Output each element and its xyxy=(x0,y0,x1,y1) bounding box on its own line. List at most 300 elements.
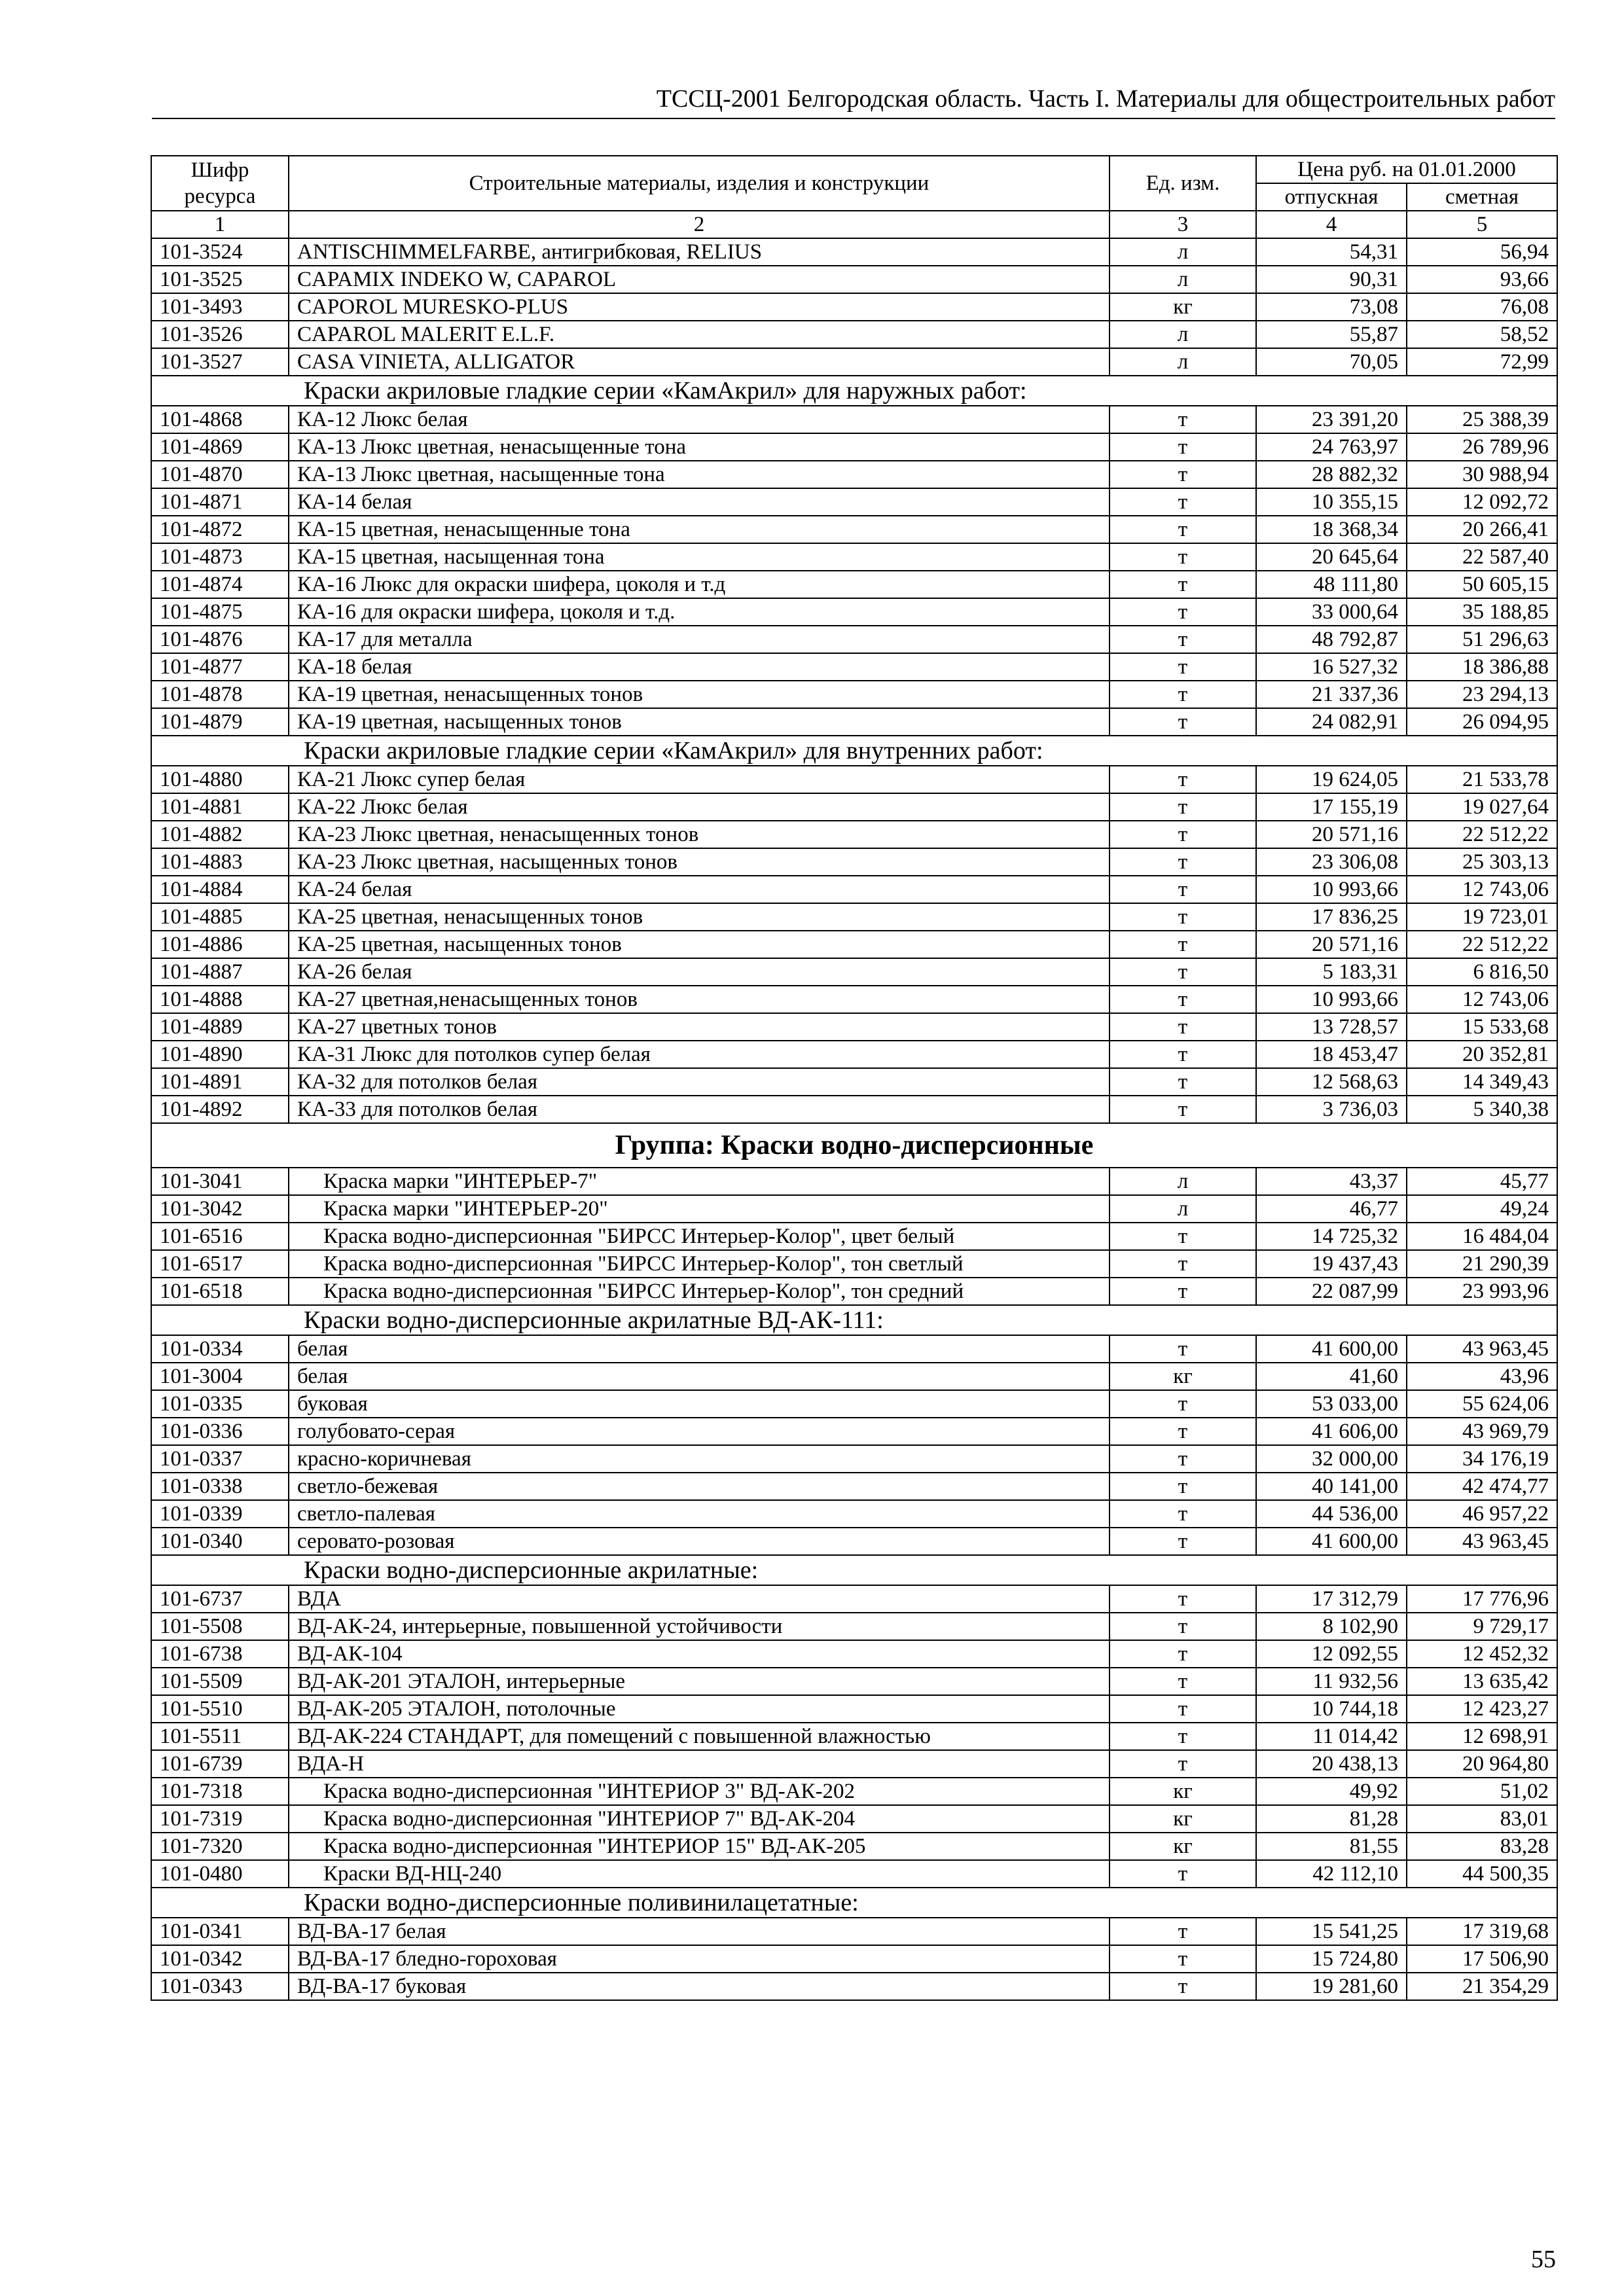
resource-code: 101-3527 xyxy=(151,348,289,376)
estimate-price: 16 484,04 xyxy=(1407,1223,1557,1250)
estimate-price: 12 092,72 xyxy=(1407,488,1557,516)
unit-of-measure: л xyxy=(1110,238,1256,266)
resource-code: 101-5511 xyxy=(151,1723,289,1750)
table-row xyxy=(151,793,1557,821)
release-price: 53 033,00 xyxy=(1256,1390,1407,1418)
release-price: 48 792,87 xyxy=(1256,626,1407,653)
table-row xyxy=(151,1528,1557,1555)
table-row xyxy=(151,1335,1557,1363)
table-row xyxy=(151,1068,1557,1096)
unit-of-measure: л xyxy=(1110,1168,1256,1195)
estimate-price: 35 188,85 xyxy=(1407,598,1557,626)
resource-code: 101-4891 xyxy=(151,1068,289,1096)
resource-code: 101-6517 xyxy=(151,1250,289,1278)
resource-code: 101-4887 xyxy=(151,958,289,986)
unit-of-measure: т xyxy=(1110,1068,1256,1096)
material-name: ВД-АК-104 xyxy=(289,1640,1110,1668)
material-name: КА-14 белая xyxy=(289,488,1110,516)
table-row xyxy=(151,1250,1557,1278)
estimate-price: 25 303,13 xyxy=(1407,848,1557,876)
page-header: ТССЦ-2001 Белгородская область. Часть I. Материалы для общестроительных работ xyxy=(656,85,1555,113)
estimate-price: 22 512,22 xyxy=(1407,821,1557,848)
estimate-price: 6 816,50 xyxy=(1407,958,1557,986)
release-price: 33 000,64 xyxy=(1256,598,1407,626)
unit-of-measure: т xyxy=(1110,876,1256,903)
material-name: КА-17 для металла xyxy=(289,626,1110,653)
table-row xyxy=(151,1973,1557,2000)
resource-code: 101-0480 xyxy=(151,1860,289,1888)
resource-code: 101-5508 xyxy=(151,1613,289,1640)
resource-code: 101-4874 xyxy=(151,571,289,598)
unit-of-measure: т xyxy=(1110,1585,1256,1613)
col-header-price: Цена руб. на 01.01.2000 xyxy=(1256,156,1557,183)
estimate-price: 46 957,22 xyxy=(1407,1500,1557,1528)
unit-of-measure: т xyxy=(1110,516,1256,543)
material-name: КА-15 цветная, насыщенная тона xyxy=(289,543,1110,571)
release-price: 15 541,25 xyxy=(1256,1918,1407,1945)
material-name: КА-27 цветных тонов xyxy=(289,1013,1110,1041)
unit-of-measure: т xyxy=(1110,1041,1256,1068)
unit-of-measure: т xyxy=(1110,1723,1256,1750)
estimate-price: 30 988,94 xyxy=(1407,461,1557,488)
unit-of-measure: т xyxy=(1110,1528,1256,1555)
estimate-price: 34 176,19 xyxy=(1407,1445,1557,1473)
material-name: Краска марки "ИНТЕРЬЕР-7" xyxy=(289,1168,1110,1195)
resource-code: 101-0340 xyxy=(151,1528,289,1555)
unit-of-measure: л xyxy=(1110,348,1256,376)
material-name: КА-32 для потолков белая xyxy=(289,1068,1110,1096)
unit-of-measure: кг xyxy=(1110,293,1256,321)
resource-code: 101-4876 xyxy=(151,626,289,653)
release-price: 11 014,42 xyxy=(1256,1723,1407,1750)
group-title: Группа: Краски водно-дисперсионные xyxy=(151,1123,1557,1168)
release-price: 13 728,57 xyxy=(1256,1013,1407,1041)
estimate-price: 12 698,91 xyxy=(1407,1723,1557,1750)
release-price: 22 087,99 xyxy=(1256,1278,1407,1305)
unit-of-measure: кг xyxy=(1110,1778,1256,1805)
material-name: КА-33 для потолков белая xyxy=(289,1096,1110,1123)
material-name: красно-коричневая xyxy=(289,1445,1110,1473)
estimate-price: 9 729,17 xyxy=(1407,1613,1557,1640)
unit-of-measure: т xyxy=(1110,1613,1256,1640)
resource-code: 101-3493 xyxy=(151,293,289,321)
material-name: КА-21 Люкс супер белая xyxy=(289,766,1110,793)
material-name: КА-19 цветная, насыщенных тонов xyxy=(289,708,1110,736)
resource-code: 101-4892 xyxy=(151,1096,289,1123)
unit-of-measure: т xyxy=(1110,653,1256,681)
estimate-price: 18 386,88 xyxy=(1407,653,1557,681)
resource-code: 101-4885 xyxy=(151,903,289,931)
material-name: ANTISCHIMMELFARBE, антигрибковая, RELIUS xyxy=(289,238,1110,266)
material-name: ВДА-Н xyxy=(289,1750,1110,1778)
subsection-title: Краски акриловые гладкие серии «КамАкрил» для наружных работ: xyxy=(151,376,1557,406)
release-price: 11 932,56 xyxy=(1256,1668,1407,1695)
material-name: Краски ВД-НЦ-240 xyxy=(289,1860,1110,1888)
release-price: 32 000,00 xyxy=(1256,1445,1407,1473)
material-name: ВД-АК-205 ЭТАЛОН, потолочные xyxy=(289,1695,1110,1723)
unit-of-measure: т xyxy=(1110,1640,1256,1668)
resource-code: 101-6737 xyxy=(151,1585,289,1613)
estimate-price: 51 296,63 xyxy=(1407,626,1557,653)
resource-code: 101-4881 xyxy=(151,793,289,821)
table-row xyxy=(151,1695,1557,1723)
material-name: CASA VINIETA, ALLIGATOR xyxy=(289,348,1110,376)
material-name: КА-23 Люкс цветная, насыщенных тонов xyxy=(289,848,1110,876)
release-price: 24 082,91 xyxy=(1256,708,1407,736)
table-row xyxy=(151,321,1557,348)
table-body xyxy=(151,238,1557,2000)
table-row xyxy=(151,931,1557,958)
material-name: ВДА xyxy=(289,1585,1110,1613)
resource-code: 101-0342 xyxy=(151,1945,289,1973)
resource-code: 101-4870 xyxy=(151,461,289,488)
resource-code: 101-3525 xyxy=(151,266,289,293)
table-row xyxy=(151,876,1557,903)
table-row xyxy=(151,1041,1557,1068)
estimate-price: 43 963,45 xyxy=(1407,1335,1557,1363)
table-row xyxy=(151,598,1557,626)
resource-code: 101-4889 xyxy=(151,1013,289,1041)
unit-of-measure: т xyxy=(1110,598,1256,626)
header-rule xyxy=(152,118,1555,119)
material-name: КА-16 для окраски шифера, цоколя и т.д. xyxy=(289,598,1110,626)
resource-code: 101-3041 xyxy=(151,1168,289,1195)
estimate-price: 17 776,96 xyxy=(1407,1585,1557,1613)
unit-of-measure: т xyxy=(1110,1223,1256,1250)
unit-of-measure: т xyxy=(1110,986,1256,1013)
unit-of-measure: т xyxy=(1110,766,1256,793)
release-price: 10 355,15 xyxy=(1256,488,1407,516)
estimate-price: 76,08 xyxy=(1407,293,1557,321)
table-row xyxy=(151,1390,1557,1418)
table-row xyxy=(151,766,1557,793)
col-number: 1 xyxy=(151,211,289,238)
resource-code: 101-6518 xyxy=(151,1278,289,1305)
subsection-title: Краски водно-дисперсионные поливинилацетатные: xyxy=(151,1888,1557,1918)
table-row xyxy=(151,1668,1557,1695)
resource-code: 101-0337 xyxy=(151,1445,289,1473)
unit-of-measure: т xyxy=(1110,1750,1256,1778)
estimate-price: 55 624,06 xyxy=(1407,1390,1557,1418)
unit-of-measure: т xyxy=(1110,488,1256,516)
table-row xyxy=(151,1613,1557,1640)
release-price: 12 092,55 xyxy=(1256,1640,1407,1668)
table-row xyxy=(151,1500,1557,1528)
subsection-title: Краски водно-дисперсионные акрилатные ВД-АК-111: xyxy=(151,1305,1557,1335)
unit-of-measure: т xyxy=(1110,1250,1256,1278)
material-name: КА-22 Люкс белая xyxy=(289,793,1110,821)
release-price: 90,31 xyxy=(1256,266,1407,293)
material-name: КА-19 цветная, ненасыщенных тонов xyxy=(289,681,1110,708)
resource-code: 101-0334 xyxy=(151,1335,289,1363)
resource-code: 101-4879 xyxy=(151,708,289,736)
unit-of-measure: л xyxy=(1110,1195,1256,1223)
subsection-row xyxy=(151,1555,1557,1585)
estimate-price: 83,28 xyxy=(1407,1833,1557,1860)
resource-code: 101-3004 xyxy=(151,1363,289,1390)
estimate-price: 17 506,90 xyxy=(1407,1945,1557,1973)
estimate-price: 72,99 xyxy=(1407,348,1557,376)
release-price: 41 606,00 xyxy=(1256,1418,1407,1445)
unit-of-measure: т xyxy=(1110,1668,1256,1695)
resource-code: 101-7318 xyxy=(151,1778,289,1805)
table-row xyxy=(151,848,1557,876)
table-row xyxy=(151,488,1557,516)
material-name: КА-25 цветная, насыщенных тонов xyxy=(289,931,1110,958)
release-price: 40 141,00 xyxy=(1256,1473,1407,1500)
resource-code: 101-4880 xyxy=(151,766,289,793)
col-header-code: Шифр ресурса xyxy=(151,156,289,211)
release-price: 21 337,36 xyxy=(1256,681,1407,708)
unit-of-measure: т xyxy=(1110,1695,1256,1723)
table-row xyxy=(151,1418,1557,1445)
col-header-name: Строительные материалы, изделия и конструкции xyxy=(289,156,1110,211)
release-price: 44 536,00 xyxy=(1256,1500,1407,1528)
release-price: 23 391,20 xyxy=(1256,406,1407,433)
material-name: КА-18 белая xyxy=(289,653,1110,681)
table-row xyxy=(151,1445,1557,1473)
resource-code: 101-5510 xyxy=(151,1695,289,1723)
subsection-title: Краски акриловые гладкие серии «КамАкрил» для внутренних работ: xyxy=(151,736,1557,766)
material-name: CAPOROL MURESKO-PLUS xyxy=(289,293,1110,321)
estimate-price: 12 452,32 xyxy=(1407,1640,1557,1668)
release-price: 17 155,19 xyxy=(1256,793,1407,821)
table-row xyxy=(151,1223,1557,1250)
estimate-price: 14 349,43 xyxy=(1407,1068,1557,1096)
unit-of-measure: т xyxy=(1110,543,1256,571)
table-row xyxy=(151,293,1557,321)
table-row xyxy=(151,406,1557,433)
estimate-price: 12 423,27 xyxy=(1407,1695,1557,1723)
material-name: Краска водно-дисперсионная "ИНТЕРИОР 7" ВД-АК-204 xyxy=(289,1805,1110,1833)
estimate-price: 23 993,96 xyxy=(1407,1278,1557,1305)
unit-of-measure: т xyxy=(1110,1445,1256,1473)
estimate-price: 50 605,15 xyxy=(1407,571,1557,598)
release-price: 18 368,34 xyxy=(1256,516,1407,543)
release-price: 43,37 xyxy=(1256,1168,1407,1195)
unit-of-measure: т xyxy=(1110,1013,1256,1041)
release-price: 81,28 xyxy=(1256,1805,1407,1833)
unit-of-measure: т xyxy=(1110,903,1256,931)
unit-of-measure: т xyxy=(1110,708,1256,736)
unit-of-measure: л xyxy=(1110,266,1256,293)
material-name: ВД-ВА-17 белая xyxy=(289,1918,1110,1945)
group-row xyxy=(151,1123,1557,1168)
unit-of-measure: т xyxy=(1110,571,1256,598)
material-name: КА-12 Люкс белая xyxy=(289,406,1110,433)
resource-code: 101-4884 xyxy=(151,876,289,903)
material-name: КА-15 цветная, ненасыщенные тона xyxy=(289,516,1110,543)
resource-code: 101-7319 xyxy=(151,1805,289,1833)
estimate-price: 21 290,39 xyxy=(1407,1250,1557,1278)
release-price: 23 306,08 xyxy=(1256,848,1407,876)
release-price: 41 600,00 xyxy=(1256,1335,1407,1363)
price-table xyxy=(151,155,1558,2001)
resource-code: 101-0336 xyxy=(151,1418,289,1445)
resource-code: 101-0339 xyxy=(151,1500,289,1528)
unit-of-measure: т xyxy=(1110,1473,1256,1500)
material-name: КА-13 Люкс цветная, ненасыщенные тона xyxy=(289,433,1110,461)
resource-code: 101-3524 xyxy=(151,238,289,266)
table-row xyxy=(151,571,1557,598)
release-price: 8 102,90 xyxy=(1256,1613,1407,1640)
release-price: 19 624,05 xyxy=(1256,766,1407,793)
unit-of-measure: кг xyxy=(1110,1805,1256,1833)
release-price: 12 568,63 xyxy=(1256,1068,1407,1096)
release-price: 20 571,16 xyxy=(1256,821,1407,848)
release-price: 28 882,32 xyxy=(1256,461,1407,488)
material-name: Краска марки "ИНТЕРЬЕР-20" xyxy=(289,1195,1110,1223)
resource-code: 101-4873 xyxy=(151,543,289,571)
estimate-price: 26 789,96 xyxy=(1407,433,1557,461)
release-price: 20 571,16 xyxy=(1256,931,1407,958)
estimate-price: 12 743,06 xyxy=(1407,876,1557,903)
release-price: 73,08 xyxy=(1256,293,1407,321)
material-name: ВД-АК-224 СТАНДАРТ, для помещений с повышенной влажностью xyxy=(289,1723,1110,1750)
table-row xyxy=(151,1805,1557,1833)
unit-of-measure: кг xyxy=(1110,1833,1256,1860)
release-price: 10 744,18 xyxy=(1256,1695,1407,1723)
estimate-price: 26 094,95 xyxy=(1407,708,1557,736)
resource-code: 101-0338 xyxy=(151,1473,289,1500)
estimate-price: 5 340,38 xyxy=(1407,1096,1557,1123)
material-name: КА-31 Люкс для потолков супер белая xyxy=(289,1041,1110,1068)
estimate-price: 25 388,39 xyxy=(1407,406,1557,433)
resource-code: 101-4888 xyxy=(151,986,289,1013)
estimate-price: 20 352,81 xyxy=(1407,1041,1557,1068)
release-price: 48 111,80 xyxy=(1256,571,1407,598)
estimate-price: 22 512,22 xyxy=(1407,931,1557,958)
col-header-release: отпускная xyxy=(1256,183,1407,211)
material-name: КА-26 белая xyxy=(289,958,1110,986)
estimate-price: 44 500,35 xyxy=(1407,1860,1557,1888)
material-name: CAPAROL MALERIT E.L.F. xyxy=(289,321,1110,348)
release-price: 10 993,66 xyxy=(1256,876,1407,903)
table-row xyxy=(151,348,1557,376)
col-number: 4 xyxy=(1256,211,1407,238)
material-name: Краска водно-дисперсионная "БИРСС Интерьер-Колор", тон средний xyxy=(289,1278,1110,1305)
release-price: 54,31 xyxy=(1256,238,1407,266)
resource-code: 101-4872 xyxy=(151,516,289,543)
table-row xyxy=(151,1750,1557,1778)
material-name: КА-24 белая xyxy=(289,876,1110,903)
unit-of-measure: т xyxy=(1110,1418,1256,1445)
table-row xyxy=(151,626,1557,653)
resource-code: 101-0343 xyxy=(151,1973,289,2000)
estimate-price: 21 354,29 xyxy=(1407,1973,1557,2000)
release-price: 18 453,47 xyxy=(1256,1041,1407,1068)
col-number: 3 xyxy=(1110,211,1256,238)
unit-of-measure: т xyxy=(1110,461,1256,488)
release-price: 81,55 xyxy=(1256,1833,1407,1860)
material-name: светло-бежевая xyxy=(289,1473,1110,1500)
resource-code: 101-4875 xyxy=(151,598,289,626)
table-row xyxy=(151,903,1557,931)
unit-of-measure: т xyxy=(1110,433,1256,461)
resource-code: 101-0341 xyxy=(151,1918,289,1945)
table-row xyxy=(151,1096,1557,1123)
material-name: КА-27 цветная,ненасыщенных тонов xyxy=(289,986,1110,1013)
estimate-price: 19 027,64 xyxy=(1407,793,1557,821)
resource-code: 101-0335 xyxy=(151,1390,289,1418)
unit-of-measure: т xyxy=(1110,848,1256,876)
table-row xyxy=(151,1363,1557,1390)
unit-of-measure: т xyxy=(1110,1096,1256,1123)
resource-code: 101-5509 xyxy=(151,1668,289,1695)
unit-of-measure: т xyxy=(1110,958,1256,986)
col-header-unit: Ед. изм. xyxy=(1110,156,1256,211)
subsection-row xyxy=(151,376,1557,406)
material-name: белая xyxy=(289,1335,1110,1363)
release-price: 10 993,66 xyxy=(1256,986,1407,1013)
estimate-price: 15 533,68 xyxy=(1407,1013,1557,1041)
unit-of-measure: т xyxy=(1110,406,1256,433)
table-row xyxy=(151,821,1557,848)
resource-code: 101-4882 xyxy=(151,821,289,848)
release-price: 5 183,31 xyxy=(1256,958,1407,986)
estimate-price: 19 723,01 xyxy=(1407,903,1557,931)
release-price: 55,87 xyxy=(1256,321,1407,348)
table-row xyxy=(151,1473,1557,1500)
estimate-price: 51,02 xyxy=(1407,1778,1557,1805)
resource-code: 101-4868 xyxy=(151,406,289,433)
material-name: Краска водно-дисперсионная "БИРСС Интерьер-Колор", тон светлый xyxy=(289,1250,1110,1278)
release-price: 17 312,79 xyxy=(1256,1585,1407,1613)
estimate-price: 23 294,13 xyxy=(1407,681,1557,708)
release-price: 15 724,80 xyxy=(1256,1945,1407,1973)
estimate-price: 93,66 xyxy=(1407,266,1557,293)
table-row xyxy=(151,1860,1557,1888)
resource-code: 101-4883 xyxy=(151,848,289,876)
subsection-row xyxy=(151,1305,1557,1335)
estimate-price: 42 474,77 xyxy=(1407,1473,1557,1500)
release-price: 17 836,25 xyxy=(1256,903,1407,931)
release-price: 49,92 xyxy=(1256,1778,1407,1805)
release-price: 14 725,32 xyxy=(1256,1223,1407,1250)
estimate-price: 12 743,06 xyxy=(1407,986,1557,1013)
unit-of-measure: т xyxy=(1110,1278,1256,1305)
estimate-price: 45,77 xyxy=(1407,1168,1557,1195)
table-row xyxy=(151,653,1557,681)
release-price: 70,05 xyxy=(1256,348,1407,376)
resource-code: 101-4871 xyxy=(151,488,289,516)
table-row xyxy=(151,1833,1557,1860)
material-name: КА-16 Люкс для окраски шифера, цоколя и т.д xyxy=(289,571,1110,598)
release-price: 19 281,60 xyxy=(1256,1973,1407,2000)
release-price: 46,77 xyxy=(1256,1195,1407,1223)
resource-code: 101-4878 xyxy=(151,681,289,708)
col-number: 5 xyxy=(1407,211,1557,238)
table-row xyxy=(151,1168,1557,1195)
table-row xyxy=(151,958,1557,986)
unit-of-measure: т xyxy=(1110,1860,1256,1888)
table-row xyxy=(151,1723,1557,1750)
material-name: ВД-АК-24, интерьерные, повышенной устойчивости xyxy=(289,1613,1110,1640)
estimate-price: 21 533,78 xyxy=(1407,766,1557,793)
table-row xyxy=(151,1013,1557,1041)
resource-code: 101-6738 xyxy=(151,1640,289,1668)
subsection-row xyxy=(151,1888,1557,1918)
table-row xyxy=(151,681,1557,708)
table-row xyxy=(151,1778,1557,1805)
table-row xyxy=(151,516,1557,543)
resource-code: 101-4869 xyxy=(151,433,289,461)
release-price: 42 112,10 xyxy=(1256,1860,1407,1888)
unit-of-measure: т xyxy=(1110,821,1256,848)
unit-of-measure: т xyxy=(1110,1500,1256,1528)
estimate-price: 43 969,79 xyxy=(1407,1418,1557,1445)
release-price: 24 763,97 xyxy=(1256,433,1407,461)
